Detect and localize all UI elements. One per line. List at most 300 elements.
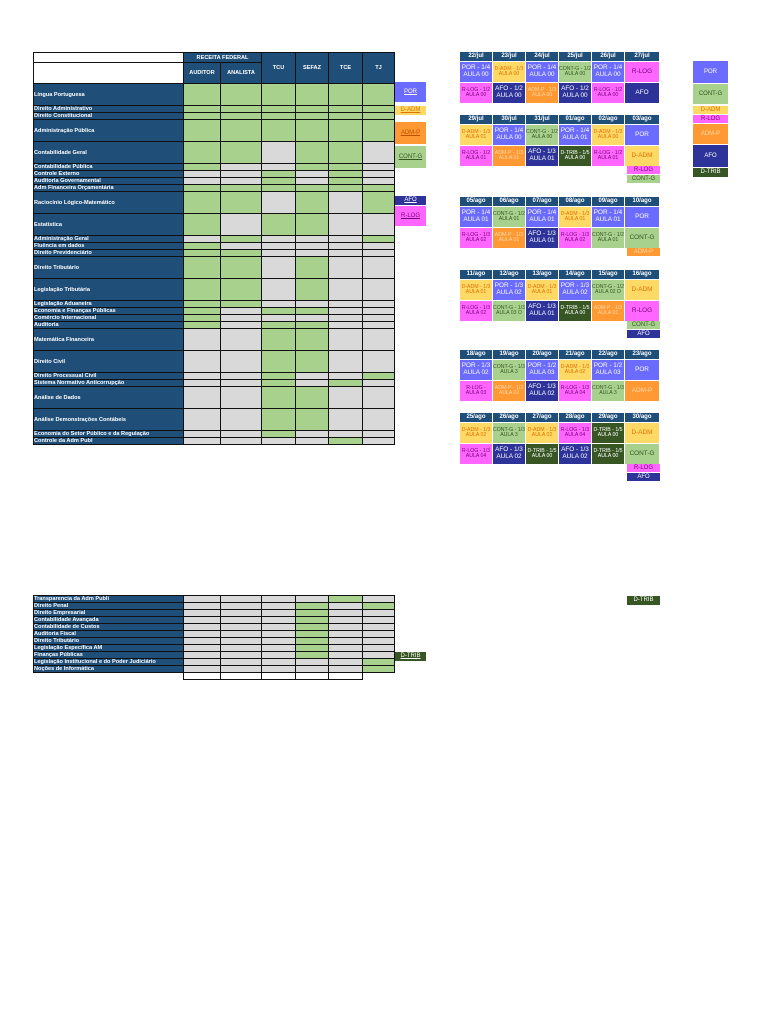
subject-cell: [262, 113, 296, 120]
day-header: 22/jul: [460, 52, 493, 62]
subject-row: [34, 438, 395, 445]
subject-cell: [363, 329, 395, 351]
subject-cell: [221, 431, 262, 438]
subject-cell: [363, 322, 395, 329]
subject-cell: [296, 250, 329, 257]
day-header: 15/ago: [592, 270, 625, 280]
subject-cell: [184, 279, 221, 301]
study-session-cell: R-LOG - 1/3 AULA 02: [559, 228, 592, 249]
subject-cell: [221, 438, 262, 445]
subject-row: [34, 322, 395, 329]
study-session-cell: POR - 1/3 AULA 02: [493, 280, 526, 301]
subject-cell: [363, 185, 395, 192]
subject-cell: [296, 308, 329, 315]
day-header: 22/ago: [592, 350, 625, 360]
study-session-cell: AFO - 1/2 AULA 00: [559, 83, 592, 104]
legend-item: POR: [693, 61, 728, 83]
subject-cell: [262, 373, 296, 380]
subject-cell: [329, 185, 363, 192]
study-session-cell: ADM-P - 1/3 AULA 02: [493, 381, 526, 402]
study-session-cell: CONT-G - 1/2 AULA 01: [592, 228, 625, 249]
day-header: 12/ago: [493, 270, 526, 280]
subject-cell: [262, 142, 296, 164]
column-header: TJ: [363, 53, 395, 84]
subject-name: Auditoria Governamental: [34, 178, 184, 185]
subject-cell: [363, 431, 395, 438]
subject-cell: [363, 617, 395, 624]
subject-cell: [363, 409, 395, 431]
subject-cell: [296, 142, 329, 164]
subject-cell: [184, 329, 221, 351]
subject-row: [34, 171, 395, 178]
subject-cell: [296, 624, 329, 631]
subject-row: [34, 638, 395, 645]
subject-cell: [221, 380, 262, 387]
column-header: ANALISTA: [221, 63, 262, 84]
subject-cell: [329, 171, 363, 178]
study-session-cell: POR: [625, 125, 660, 146]
study-session-cell: D-ADM - 1/3 AULA 00: [592, 125, 625, 146]
study-session-cell: R-LOG - AULA 03: [460, 381, 493, 402]
tag-contg: CONT-G: [395, 146, 426, 168]
subject-cell: [329, 631, 363, 638]
calendar-week: [459, 196, 660, 249]
subject-matrix: [33, 52, 395, 445]
subject-cell: [184, 322, 221, 329]
study-session-cell: D-ADM - 1/3 AULA 01: [559, 207, 592, 228]
subject-cell: [262, 596, 296, 603]
subject-cell: [184, 596, 221, 603]
subject-name: Controle da Adm Publ: [34, 438, 184, 445]
subject-name: Matemática Financeira: [34, 329, 184, 351]
day-header: 28/ago: [559, 413, 592, 423]
subject-row: [34, 617, 395, 624]
study-session-cell: D-ADM - 1/3 AULA 02: [526, 423, 559, 444]
subject-cell: [221, 666, 262, 673]
day-header: 18/ago: [460, 350, 493, 360]
subject-cell: [329, 243, 363, 250]
day-header: 08/ago: [559, 197, 592, 207]
day-header: 27/ago: [526, 413, 559, 423]
subject-row: [34, 113, 395, 120]
subject-cell: [221, 351, 262, 373]
subject-cell: [296, 373, 329, 380]
subject-row: [34, 409, 395, 431]
subject-cell: [184, 409, 221, 431]
subject-name: Contabilidade Avançada: [34, 617, 184, 624]
subject-cell: [363, 142, 395, 164]
subject-cell: [221, 236, 262, 243]
subject-name: Direito Administrativo: [34, 106, 184, 113]
subject-name: Noções de Informática: [34, 666, 184, 673]
subject-cell: [329, 659, 363, 666]
subject-name: Análise de Dados: [34, 387, 184, 409]
subject-cell: [363, 164, 395, 171]
subject-name: Direito Civil: [34, 351, 184, 373]
study-session-cell: R-LOG - 1/3 AULA 04: [559, 423, 592, 444]
subject-cell: [221, 308, 262, 315]
legend-item: ADM-P: [693, 124, 728, 144]
subject-cell: [184, 666, 221, 673]
subject-row: [34, 329, 395, 351]
day-header: 26/ago: [493, 413, 526, 423]
subject-cell: [363, 257, 395, 279]
subject-cell: [329, 596, 363, 603]
subject-name: Contabilidade de Custos: [34, 624, 184, 631]
subject-cell: [184, 610, 221, 617]
study-session-cell: AFO - 1/3 AULA 02: [493, 444, 526, 465]
subject-cell: [221, 120, 262, 142]
subject-cell: [363, 652, 395, 659]
subject-name: Economia do Setor Público e da Regulação: [34, 431, 184, 438]
study-session-cell: CONT-G - 1/2 AULA 01: [493, 207, 526, 228]
study-session-cell: R-LOG: [625, 301, 660, 322]
subject-name: Legislação Específica AM: [34, 645, 184, 652]
extra-subject-tag: AFO: [627, 330, 660, 338]
day-header: 25/ago: [460, 413, 493, 423]
day-header: 21/ago: [559, 350, 592, 360]
study-session-cell: AFO - 1/3 AULA 02: [526, 381, 559, 402]
subject-cell: [296, 380, 329, 387]
subject-cell: [184, 185, 221, 192]
subject-name: Contabilidade Pública: [34, 164, 184, 171]
header-group: RECEITA FEDERAL: [184, 53, 262, 63]
subject-cell: [221, 409, 262, 431]
subject-cell: [262, 322, 296, 329]
subject-row: [34, 351, 395, 373]
subject-row: [34, 214, 395, 236]
study-session-cell: D-ADM - 1/3 AULA 01: [460, 280, 493, 301]
subject-cell: [262, 120, 296, 142]
study-session-cell: ADM-P: [625, 381, 660, 402]
subject-row: [34, 84, 395, 106]
subject-cell: [329, 84, 363, 106]
subject-name: Auditoria: [34, 322, 184, 329]
extra-subject-tag: R-LOG: [627, 166, 660, 174]
subject-name: Economia e Finanças Públicas: [34, 308, 184, 315]
subject-cell: [221, 106, 262, 113]
subject-row: [34, 243, 395, 250]
subject-cell: [296, 387, 329, 409]
study-session-cell: AFO - 1/3 AULA 01: [526, 301, 559, 322]
subject-cell: [329, 113, 363, 120]
subject-cell: [184, 624, 221, 631]
column-header: AUDITOR: [184, 63, 221, 84]
subject-cell: [221, 279, 262, 301]
subject-name: Comércio Internacional: [34, 315, 184, 322]
study-session-cell: POR - 1/4 AULA 00: [526, 62, 559, 83]
study-session-cell: D-TRIB - 1/5 AULA 00: [526, 444, 559, 465]
subject-cell: [363, 610, 395, 617]
day-header: 27/jul: [625, 52, 660, 62]
subject-cell: [221, 652, 262, 659]
study-session-cell: POR: [625, 207, 660, 228]
subject-cell: [184, 120, 221, 142]
subject-cell: [221, 301, 262, 308]
tag-por: POR: [395, 82, 426, 102]
extra-subject-tag: ADM-P: [627, 248, 660, 256]
calendar-week: [459, 269, 660, 322]
matrix-corner: [34, 53, 184, 63]
study-session-cell: CONT-G - 1/2 AULA 00: [526, 125, 559, 146]
subject-cell: [184, 178, 221, 185]
subject-cell: [296, 610, 329, 617]
subject-cell: [221, 387, 262, 409]
subject-name: Direito Constitucional: [34, 113, 184, 120]
subject-cell: [296, 164, 329, 171]
subject-cell: [363, 106, 395, 113]
day-header: 23/jul: [493, 52, 526, 62]
subject-cell: [296, 596, 329, 603]
subject-cell: [262, 438, 296, 445]
subject-cell: [262, 659, 296, 666]
subject-cell: [262, 624, 296, 631]
subject-cell: [329, 322, 363, 329]
subject-cell: [221, 185, 262, 192]
subject-cell: [296, 322, 329, 329]
subject-name: Legislação Tributária: [34, 279, 184, 301]
subject-cell: [184, 373, 221, 380]
subject-cell: [221, 638, 262, 645]
subject-cell: [363, 279, 395, 301]
subject-cell: [363, 120, 395, 142]
subject-cell: [221, 178, 262, 185]
subject-cell: [296, 84, 329, 106]
subject-cell: [221, 596, 262, 603]
subject-cell: [329, 380, 363, 387]
subject-cell: [184, 192, 221, 214]
subject-cell: [363, 645, 395, 652]
day-header: 29/jul: [460, 115, 493, 125]
subject-cell: [262, 380, 296, 387]
study-session-cell: POR - 1/4 AULA 01: [592, 207, 625, 228]
day-header: 05/ago: [460, 197, 493, 207]
extra-subject-tag: CONT-G: [627, 321, 660, 329]
legend-item: D-ADM: [693, 106, 728, 114]
subject-cell: [184, 308, 221, 315]
subject-cell: [329, 610, 363, 617]
subject-cell: [329, 666, 363, 673]
far-right-dtrib-tag: D-TRIB: [627, 596, 660, 605]
calendar-week: [459, 114, 660, 167]
day-header: 10/ago: [625, 197, 660, 207]
subject-cell: [296, 171, 329, 178]
subject-cell: [262, 351, 296, 373]
study-session-cell: CONT-G - 1/3 AULA 3: [493, 360, 526, 381]
subject-cell: [262, 164, 296, 171]
study-session-cell: D-ADM - 1/3 AULA 00: [493, 62, 526, 83]
study-session-cell: CONT-G - 1/3 AULA 03 O: [493, 301, 526, 322]
subject-cell: [262, 645, 296, 652]
subject-cell: [221, 214, 262, 236]
subject-cell: [329, 645, 363, 652]
subject-cell: [184, 652, 221, 659]
day-header: 03/ago: [625, 115, 660, 125]
subject-cell: [262, 301, 296, 308]
subject-row: [34, 250, 395, 257]
study-session-cell: POR - 1/2 AULA 03: [526, 360, 559, 381]
subject-cell: [184, 106, 221, 113]
subject-row: [34, 673, 395, 680]
subject-cell: [329, 257, 363, 279]
study-session-cell: POR - 1/4 AULA 01: [460, 207, 493, 228]
subject-name: Legislação Institucional e do Poder Judiciário: [34, 659, 184, 666]
subject-row: [34, 301, 395, 308]
subject-cell: [296, 236, 329, 243]
subject-cell: [184, 113, 221, 120]
study-session-cell: ADM-P - 1/3 AULA 01: [493, 228, 526, 249]
study-session-cell: R-LOG - 1/2 AULA 01: [592, 146, 625, 167]
study-session-cell: R-LOG - 1/3 AULA 04: [559, 381, 592, 402]
subject-cell: [296, 301, 329, 308]
subject-name: Transparencia da Adm Publi: [34, 596, 184, 603]
subject-name: Direito Tributário: [34, 638, 184, 645]
day-header: 20/ago: [526, 350, 559, 360]
day-header: 24/jul: [526, 52, 559, 62]
extra-subject-tag: AFO: [627, 473, 660, 481]
subject-cell: [363, 638, 395, 645]
subject-cell: [262, 106, 296, 113]
subject-cell: [363, 308, 395, 315]
subject-name: Adm Financeira Orçamentária: [34, 185, 184, 192]
legend-item: AFO: [693, 145, 728, 167]
day-header: 01/ago: [559, 115, 592, 125]
subject-cell: [184, 438, 221, 445]
subject-row: [34, 596, 395, 603]
subject-cell: [296, 106, 329, 113]
subject-cell: [329, 351, 363, 373]
subject-cell: [363, 250, 395, 257]
subject-cell: [329, 236, 363, 243]
subject-cell: [262, 185, 296, 192]
subject-name: [34, 673, 184, 680]
study-session-cell: POR - 1/2 AULA 03: [592, 360, 625, 381]
subject-cell: [184, 659, 221, 666]
subject-cell: [262, 250, 296, 257]
subject-cell: [221, 617, 262, 624]
subject-name: Administração Geral: [34, 236, 184, 243]
subject-row: [34, 380, 395, 387]
study-session-cell: AFO - 1/3 AULA 01: [526, 146, 559, 167]
subject-cell: [296, 243, 329, 250]
subject-name: Contabilidade Geral: [34, 142, 184, 164]
subject-cell: [262, 673, 296, 680]
subject-row: [34, 236, 395, 243]
subject-row: [34, 257, 395, 279]
study-session-cell: POR: [625, 360, 660, 381]
legend-item: D-TRIB: [693, 168, 728, 177]
subject-name: Fluência em dados: [34, 243, 184, 250]
subject-cell: [329, 624, 363, 631]
subject-cell: [184, 638, 221, 645]
subject-cell: [184, 315, 221, 322]
study-session-cell: D-ADM - 1/3 AULA 01: [526, 280, 559, 301]
subject-name: Direito Tributário: [34, 257, 184, 279]
subject-name: Finanças Públicas: [34, 652, 184, 659]
study-session-cell: D-TRIB - 1/5 AULA 00: [592, 444, 625, 465]
subject-cell: [296, 257, 329, 279]
subject-cell: [363, 673, 395, 680]
subject-cell: [184, 301, 221, 308]
subject-cell: [221, 673, 262, 680]
subject-row: [34, 610, 395, 617]
subject-cell: [296, 113, 329, 120]
subject-cell: [184, 257, 221, 279]
subject-cell: [262, 279, 296, 301]
study-session-cell: CONT-G - 1/2 AULA 02 O: [592, 280, 625, 301]
subject-cell: [221, 257, 262, 279]
subject-cell: [262, 243, 296, 250]
subject-cell: [363, 315, 395, 322]
subject-cell: [221, 315, 262, 322]
subject-cell: [329, 142, 363, 164]
subject-cell: [184, 380, 221, 387]
study-session-cell: D-ADM: [625, 146, 660, 167]
subject-cell: [329, 106, 363, 113]
study-session-cell: R-LOG - 1/2 AULA 00: [460, 83, 493, 104]
subject-cell: [221, 603, 262, 610]
subject-cell: [221, 171, 262, 178]
subject-row: [34, 373, 395, 380]
study-session-cell: POR - 1/4 AULA 01: [559, 125, 592, 146]
subject-cell: [221, 84, 262, 106]
study-session-cell: CONT-G: [625, 444, 660, 465]
subject-cell: [262, 431, 296, 438]
study-session-cell: D-ADM - 1/3 AULA 02: [559, 360, 592, 381]
subject-cell: [221, 329, 262, 351]
study-session-cell: D-ADM: [625, 280, 660, 301]
day-header: 02/ago: [592, 115, 625, 125]
subject-cell: [262, 214, 296, 236]
subject-cell: [296, 329, 329, 351]
subject-row: [34, 164, 395, 171]
day-header: 16/ago: [625, 270, 660, 280]
subject-cell: [262, 666, 296, 673]
subject-matrix-extra: [33, 595, 395, 680]
subject-cell: [221, 645, 262, 652]
subject-row: [34, 192, 395, 214]
subject-name: Estatística: [34, 214, 184, 236]
subject-cell: [329, 373, 363, 380]
subject-cell: [329, 250, 363, 257]
subject-name: Auditoria Fiscal: [34, 631, 184, 638]
study-session-cell: ADM-P - 1/3 AULA 00: [526, 83, 559, 104]
subject-cell: [363, 380, 395, 387]
subject-cell: [184, 351, 221, 373]
study-session-cell: R-LOG - 1/3 AULA 02: [460, 301, 493, 322]
subject-row: [34, 185, 395, 192]
subject-cell: [184, 142, 221, 164]
subject-cell: [296, 673, 329, 680]
day-header: 11/ago: [460, 270, 493, 280]
subject-cell: [262, 329, 296, 351]
subject-cell: [363, 603, 395, 610]
subject-name: Direito Processual Civil: [34, 373, 184, 380]
subject-cell: [296, 659, 329, 666]
subject-cell: [184, 673, 221, 680]
study-session-cell: AFO - 1/3 AULA 02: [559, 444, 592, 465]
subject-cell: [329, 603, 363, 610]
subject-row: [34, 106, 395, 113]
study-session-cell: CONT-G - 1/3 AULA 3: [493, 423, 526, 444]
subject-cell: [262, 387, 296, 409]
subject-cell: [296, 652, 329, 659]
subject-cell: [329, 329, 363, 351]
study-session-cell: R-LOG - 1/3 AULA 04: [460, 444, 493, 465]
tag-afo: AFO: [395, 196, 426, 205]
subject-cell: [221, 142, 262, 164]
study-session-cell: CONT-G - 1/2 AULA 00: [559, 62, 592, 83]
